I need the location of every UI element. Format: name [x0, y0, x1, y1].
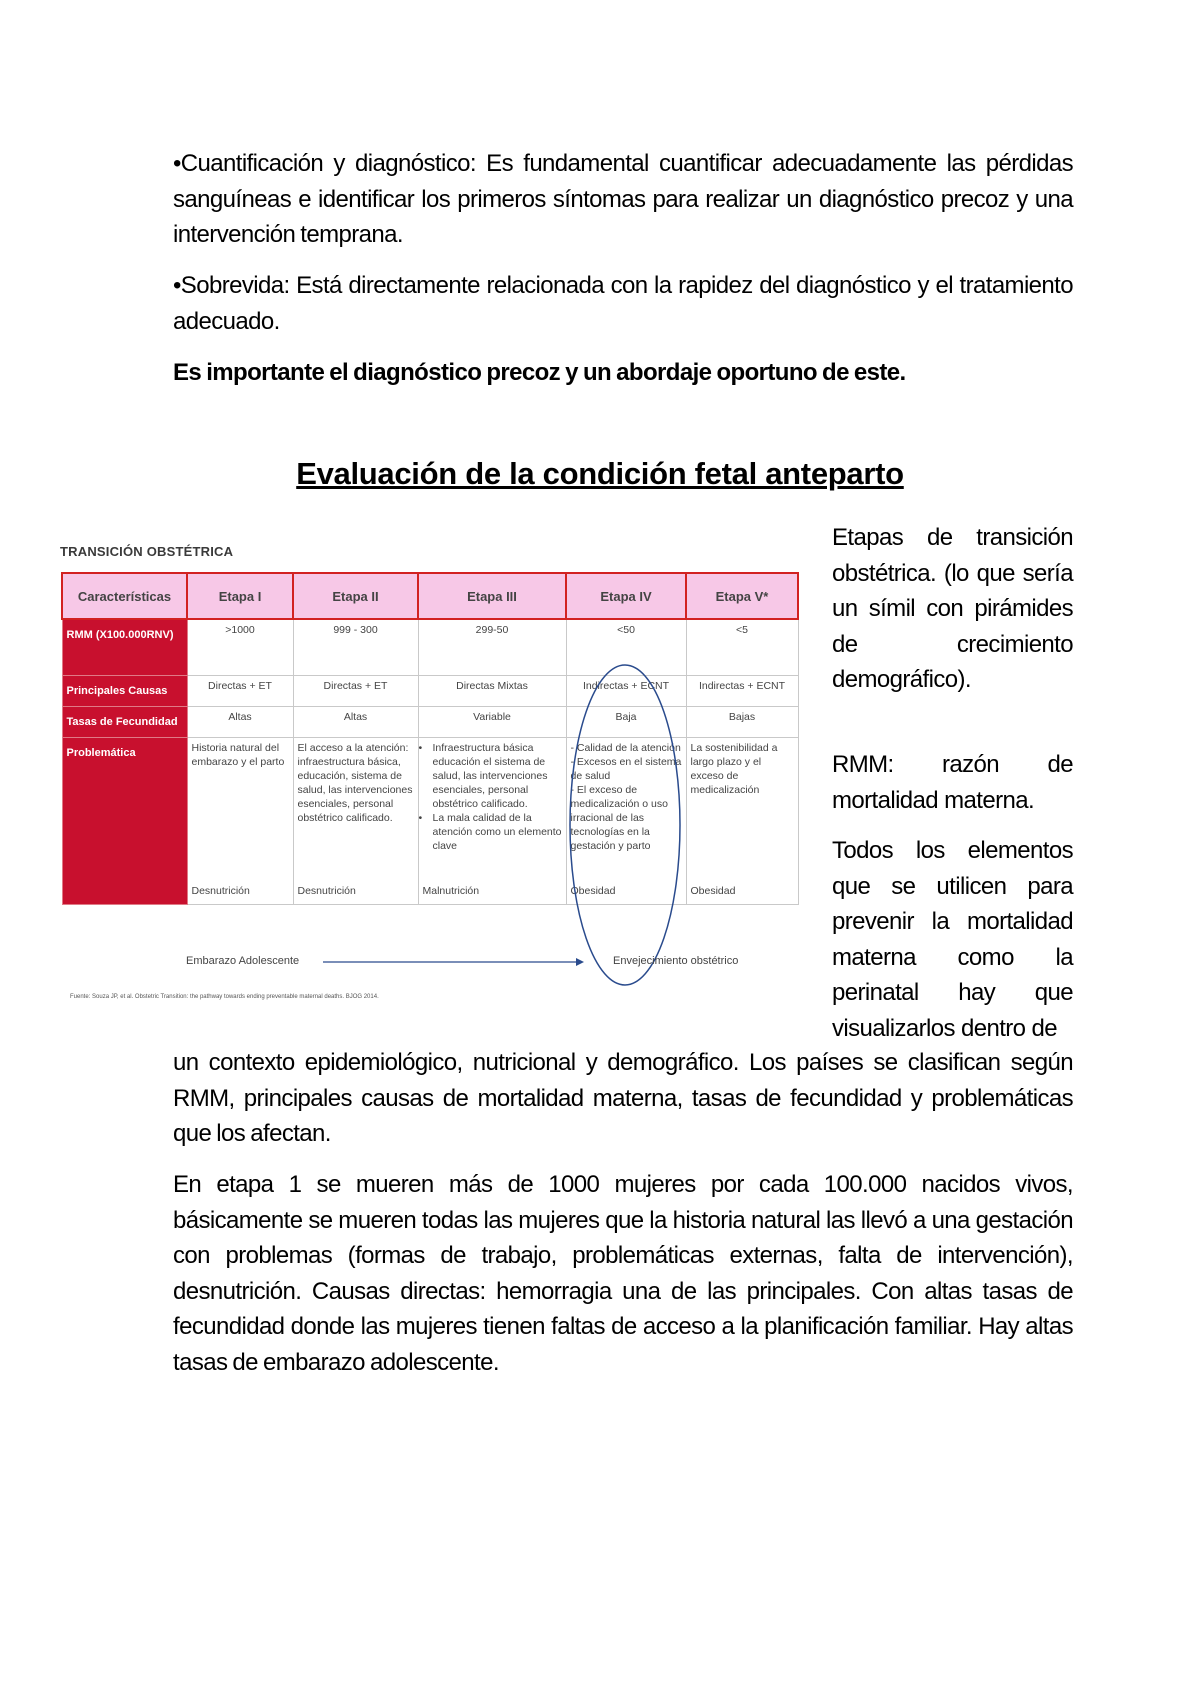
table-cell: Directas + ET	[187, 675, 293, 706]
annotation-overlay	[58, 544, 808, 1014]
highlight-ellipse	[570, 665, 680, 985]
obstetric-transition-figure	[58, 544, 808, 1014]
figure-title: TRANSICIÓN OBSTÉTRICA	[60, 544, 234, 559]
paragraph-cuantificacion: •Cuantificación y diagnóstico: Es fundamental cuantificar adecuadamente las pérdidas sanguíneas e identificar los primeros síntomas para realizar un diagnóstico precoz y una intervención temprana.	[173, 150, 1073, 248]
cell-bullet: • La mala calidad de la atención como un elemento clave	[423, 811, 562, 853]
side-paragraph-elementos: Todos los elementos que se utilicen para prevenir la mortalidad materna como la perinatal hay que visualizarlos dentro de	[832, 837, 1073, 1042]
nutrition-text: Desnutrición	[297, 884, 356, 897]
table-cell: Altas	[187, 706, 293, 737]
header-cell: Etapa I	[187, 573, 293, 619]
table-cell: Altas	[293, 706, 418, 737]
row-label-fecundidad: Tasas de Fecundidad	[62, 706, 187, 737]
side-paragraph-etapas: Etapas de transición obstétrica. (lo que sería un símil con pirámides de crecimiento demográfico).	[832, 524, 1073, 693]
table-cell: Directas + ET	[293, 675, 418, 706]
table-cell: <5	[686, 619, 798, 675]
table-cell: Bajas	[686, 706, 798, 737]
header-cell: Características	[62, 573, 187, 619]
side-paragraph-rmm: RMM: razón de mortalidad materna.	[832, 751, 1073, 814]
figure-source: Fuente: Souza JP, et al. Obstetric Transition: the pathway towards ending preventable maternal deaths. BJOG 2014.	[70, 994, 379, 1000]
table-cell: <50	[566, 619, 686, 675]
header-cell: Etapa II	[293, 573, 418, 619]
cell-text: - Calidad de la atención - Excesos en el sistema de salud - El exceso de medicalización o uso irracional de las tecnologías en la gestación y parto	[570, 741, 682, 852]
table-cell: Baja	[566, 706, 686, 737]
header-cell: Etapa IV	[566, 573, 686, 619]
arrow-label-right: Envejecimiento obstétrico	[613, 955, 739, 967]
table-cell: Directas Mixtas	[418, 675, 566, 706]
table-cell: 999 - 300	[293, 619, 418, 675]
row-label-causas: Principales Causas	[62, 675, 187, 706]
paragraph-etapa-1: En etapa 1 se mueren más de 1000 mujeres por cada 100.000 nacidos vivos, básicamente se mueren todas las mujeres que la historia natural las llevó a una gestación con problemas (formas de trabajo, problemáticas externas, falta de intervención), desnutrición. Causas directas: hemorragia una de las principales. Con altas tasas de fecundidad donde las mujeres tienen faltas de acceso a la planificación familiar. Hay altas tasas de embarazo adolescente.	[173, 1171, 1073, 1376]
table-cell: Indirectas + ECNT	[566, 675, 686, 706]
nutrition-text: Obesidad	[570, 884, 616, 897]
nutrition-text: Obesidad	[690, 884, 736, 897]
header-cell: Etapa V*	[686, 573, 798, 619]
section-heading: Evaluación de la condición fetal anteparto	[296, 456, 904, 491]
paragraph-contexto: un contexto epidemiológico, nutricional y demográfico. Los países se clasifican según RMM, principales causas de mortalidad materna, tasas de fecundidad y problemáticas que los afectan.	[173, 1049, 1073, 1147]
table-cell: >1000	[187, 619, 293, 675]
cell-bullet: • Infraestructura básica educación el sistema de salud, las intervenciones esenciales, personal obstétrico calificado.	[423, 741, 562, 811]
cell-text: Historia natural del embarazo y el parto	[191, 741, 285, 768]
table-cell: Variable	[418, 706, 566, 737]
cell-text: La sostenibilidad a largo plazo y el exceso de medicalización	[690, 741, 778, 796]
table-cell: 299-50	[418, 619, 566, 675]
header-cell: Etapa III	[418, 573, 566, 619]
nutrition-text: Desnutrición	[191, 884, 250, 897]
paragraph-sobrevida: •Sobrevida: Está directamente relacionada con la rapidez del diagnóstico y el tratamiento adecuado.	[173, 272, 1073, 335]
paragraph-importante: Es importante el diagnóstico precoz y un abordaje oportuno de este.	[173, 359, 906, 386]
row-label-problematica: Problemática	[62, 737, 187, 904]
cell-text: El acceso a la atención: infraestructura básica, educación, sistema de salud, las intervenciones esenciales, personal obstétrico calificado.	[297, 741, 413, 824]
row-label-rmm: RMM (X100.000RNV)	[62, 619, 187, 675]
table-cell: Indirectas + ECNT	[686, 675, 798, 706]
arrow-label-left: Embarazo Adolescente	[186, 955, 300, 967]
nutrition-text: Malnutrición	[422, 884, 480, 897]
arrow-head	[576, 958, 584, 966]
